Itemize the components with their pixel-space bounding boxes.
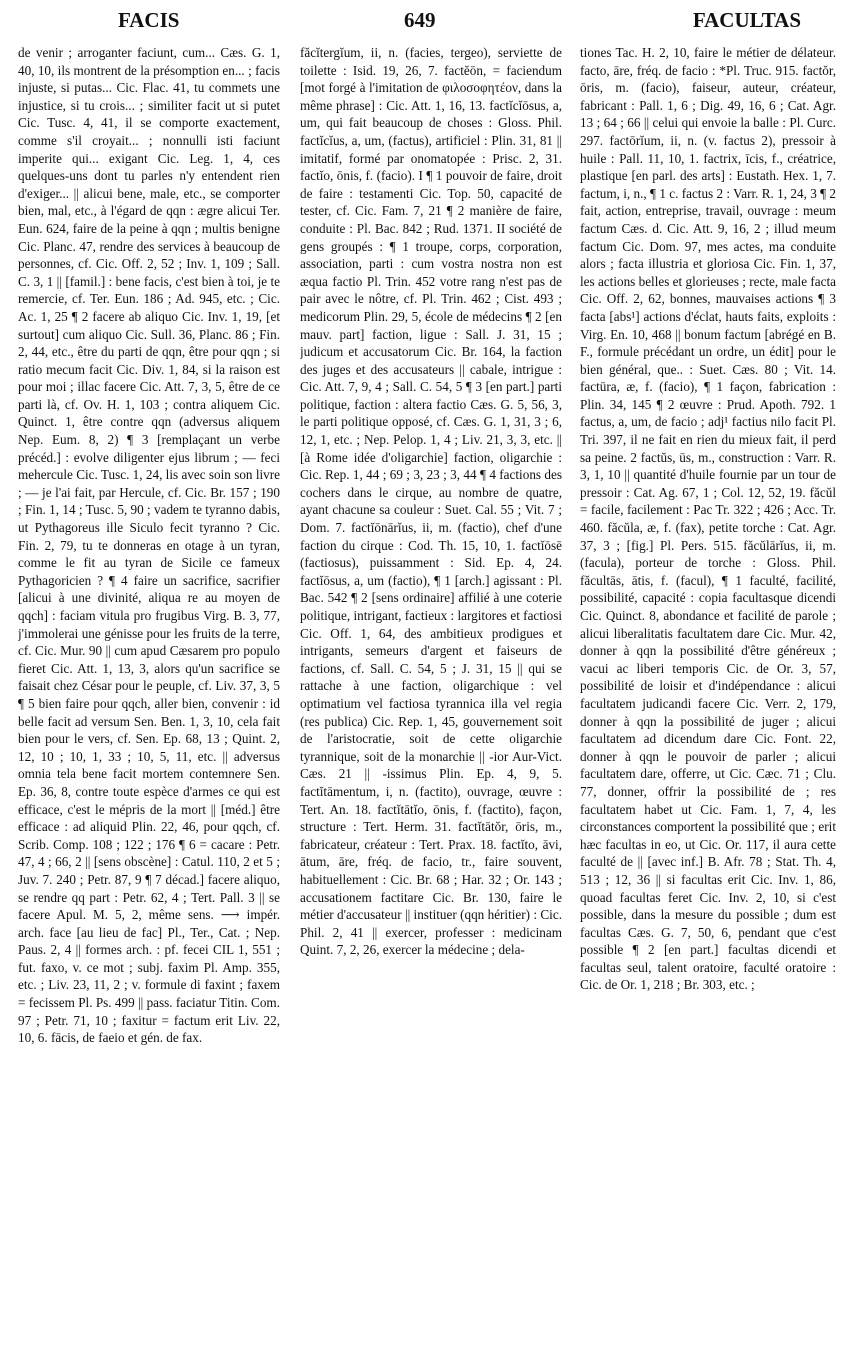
column-3 (580, 44, 836, 1354)
column-3-text: tiones Tac. H. 2, 10, faire le métier de délateur. facto, āre, fréq. de facio : *Pl. Truc. 915. factŏr, ōris, m. (facio), faiseur, auteur, créateur, fabricant : Pall. 1, 6 ; Dig. 49, 16, 6 ; Cat. Agr. 13 ; 64 ; 66 || celui qui envoie la balle : Pl. Curc. 297. factōrĭum, ii, n. (v. factus 2), pressoir à huile : Pall. 11, 10, 1. factrix, īcis, f., créatrice, plastique [en parl. des arts] : Eustath. Hex. 1, 7. factum, i, n., ¶ 1 c. factus 2 : Varr. R. 1, 24, 3 ¶ 2 fait, action, entreprise, travail, ouvrage : meum factum Cæs. d. Cic. Att. 9, 16, 2 ; illud meum factum Cic. Dom. 97, mes actes, ma conduite alors ; facta illustria et gloriosa Cic. Fin. 1, 37, les actions belles et glorieuses ; recte, male facta Cic. Off. 2, 62, bonnes, mauvaises actions ¶ 3 facta [abs¹] actions d'éclat, hauts faits, exploits : Virg. En. 10, 468 || bonum factum [abrégé en B. F., formule précédant un ordre, un édit] pour le bien général, que.. : Suet. Cæs. 80 ; Vit. 14. factūra, æ, f. (facio), ¶ 1 façon, fabrication : Plin. 34, 145 ¶ 2 œuvre : Prud. Apoth. 792. 1 factus, a, um, de facio ; adj¹ factius nilo facit Pl. Tri. 397, il ne fait en rien du mieux fait, il perd sa peine. 2 factŭs, ūs, m., construction : Varr. R. 3, 1, 10 || quantité d'huile fournie par un tour de pressoir : Cat. Ag. 67, 1 ; Col. 12, 52, 19. făcŭl = facile, facilement : Pac Tr. 322 ; 426 ; Acc. Tr. 460. făcŭla, æ, f. (fax), petite torche : Cat. Agr. 37, 3 ; [fig.] Pl. Pers. 515. făcŭlārĭus, ii, m. (facula), porteur de torche : Gloss. Phil. făcultās, ātis, f. (facul), ¶ 1 faculté, facilité, possibilité, capacité : copia facultasque dicendi Cic. Quinct. 8, abondance et facilité de parole ; alicui liberalitatis facultatem dare Cic. Mur. 42, donner à qqn la possibilité d'être généreux ; vacui ac liberi temporis Cic. de Or. 3, 57, possibilité de loisir et d'indépendance : alicui facultatem judicandi facere Cic. Verr. 2, 179, donner à qqn la possibilité de juger ; alicui facultatem ad dicendum dare Cic. Font. 22, donner à qqn le pouvoir de parler ; alicui facultatem dare, offerre, ut Cic. Cæc. 71 ; Clu. 77, donner, offrir la possibilité de ; res facultatem habet ut Cic. Fam. 1, 7, 4, les circonstances comportent la possibilité que ; erit hæc facultas in eo, ut Cic. Or. 117, il aura cette faculté de || [avec inf.] B. Afr. 78 ; Stat. Th. 4, 513 ; 12, 36 || si facultas erit Cic. Inv. 1, 86, quoad facultas feret Cic. Inv. 2, 10, si c'est possible, dans la mesure du possible ; dum est facultas Cæs. G. 7, 50, 6, pendant que c'est possible ¶ 2 [en part.] facultas dicendi et facultas seul, talent oratoire, faculté oratoire : Cic. de Or. 1, 218 ; Br. 303, etc. ; (580, 45, 836, 993)
header-left-word: FACIS (118, 8, 180, 32)
column-1 (18, 44, 280, 1354)
header-right-word: FACULTAS (692, 8, 801, 32)
column-2 (300, 44, 562, 1354)
dictionary-columns (14, 44, 836, 1354)
column-1-text: de venir ; arroganter faciunt, cum... Cæs. G. 1, 40, 10, ils montrent de la présomption en... ; facis injuste, si putas... Cic. Flac. 41, tu commets une injustice, si tu crois... ; similiter facit ut si putet Cic. Tusc. 4, 41, il se comporte exactement, comme s'il croyait... ; nonnulli isti faciunt imperite qui... exigant Cic. Leg. 1, 4, ces quelques-uns dont tu parles n'y entendent rien d'exiger... || alicui bene, male, etc., se comporter bien, mal, etc., à l'égard de qqn : ægre alicui Ter. Eun. 624, faire de la peine à qqn ; multis benigne Cic. Planc. 47, rendre des services à beaucoup de personnes, cf. Cic. Off. 2, 52 ; Inv. 1, 109 ; Sall. C. 3, 1 || [famil.] : bene facis, c'est bien à toi, je te remercie, cf. Ter. Eun. 186 ; Ad. 945, etc. ; Cic. Ac. 1, 25 ¶ 2 facere ab aliquo Cic. Inv. 1, 19, [et surtout] cum aliquo Cic. Sull. 36, Planc. 86 ; Fin. 2, 44, etc., être du parti de qqn, être pour qqn ; si ratio mecum facit Cic. Div. 1, 84, si la raison est pour moi ; illac facere Cic. Att. 7, 3, 5, être de ce parti là, cf. Ov. H. 1, 103 ; contra aliquem Cic. Quinct. 1, être contre qqn (adversus aliquem Nep. Eum. 8, 2) ¶ 3 [remplaçant un verbe précéd.] : evolve diligenter ejus librum ; — feci mehercule Cic. Tusc. 1, 24, lis avec soin son livre ; — je l'ai fait, par Hercule, cf. Cic. Br. 157 ; 190 ; Fin. 1, 14 ; Tusc. 5, 90 ; vadem te tyranno dabis, ut Pythagoreus ille Siculo fecit tyranno ? Cic. Fin. 2, 79, tu te donneras en otage à un tyran, comme le fit au tyran de Sicile ce fameux Pythagoricien ? ¶ 4 faire un sacrifice, sacrifier [alicui à une divinité, aliqua re au moyen de qqch] : faciam vitula pro frugibus Virg. B. 3, 77, j'immolerai une génisse pour les fruits de la terre, cf. Cic. Mur. 90 || cum apud Cæsarem pro populo fieret Cic. Att. 1, 13, 3, alors qu'un sacrifice se faisait chez César pour le peuple, cf. Liv. 37, 3, 5 ¶ 5 bien faire pour qqch, aller bien, convenir : id belle facit ad versum Sen. Ben. 1, 3, 10, cela fait bien pour le vers, cf. Sen. Ep. 68, 13 ; Quint. 2, 12, 10 ; 10, 1, 33 ; 10, 5, 11, etc. || adversus omnia tela bene facit mortem contemnere Sen. Ep. 36, 8, contre toute espèce d'armes ce qui est efficace, c'est le mépris de la mort || [méd.] être efficace : ad aliquid Plin. 22, 46, pour qqch, cf. Scrib. Comp. 108 ; 122 ; 176 ¶ 6 = cacare : Petr. 47, 4 ; 66, 2 || [sens obscène] : Catul. 110, 2 et 5 ; Juv. 7. 240 ; Petr. 87, 9 ¶ 7 décad.] facere aliquo, se rendre qq part : Petr. 62, 4 ; Tert. Pall. 3 || se facere Apul. M. 5, 2, même sens. ⟶ impér. arch. face [au lieu de fac] Pl., Ter., Cat. ; Nep. Paus. 2, 4 || formes arch. : pf. fecei CIL 1, 551 ; fut. faxo, v. ce mot ; subj. faxim Pl. Amp. 355, etc. ; Liv. 23, 11, 2 ; v. formule di faxint ; faxem = fecissem Pl. Ps. 499 || pass. faciatur Titin. Com. 97 ; Petr. 71, 10 ; faxitur = factum erit Liv. 22, 10, 6. fācis, de faeio et gén. de fax. (18, 45, 280, 1046)
column-2-text: făcĭtergĭum, ii, n. (facies, tergeo), serviette de toilette : Isid. 19, 26, 7. factĕōn, = faciendum [mot forgé à l'imitation de φιλοσοφητέον, dans la même phrase] : Cic. Att. 1, 16, 13. factĭcĭōsus, a, um, qui fait beaucoup de choses : Gloss. Phil. factĭcĭus, a, um, (factus), artificiel : Plin. 31, 81 || imitatif, formé par onomatopée : Prisc. 2, 31. factĭo, ōnis, f. (facio). I ¶ 1 pouvoir de faire, droit de faire : testamenti Cic. Top. 50, capacité de tester, cf. Cic. Fam. 7, 21 ¶ 2 manière de faire, conduite : Pl. Bac. 842 ; Rud. 1371. II société de gens groupés : ¶ 1 troupe, corps, corporation, association, parti : cum vostra nostra non est æqua factio Pl. Trin. 452 votre rang n'est pas de pair avec le nôtre, cf. Pl. Trin. 462 ; Cist. 493 ; medicorum Plin. 29, 5, école de médecins ¶ 2 [en mauv. part] faction, ligue : Sall. J. 31, 15 ; judicum et accusatorum Cic. Br. 164, la faction des juges et des accusateurs || cabale, intrigue : Cic. Att. 7, 9, 4 ; Sall. C. 54, 5 ¶ 3 [en part.] parti politique, faction : altera factio Cæs. G. 5, 56, 3, le parti politique opposé, cf. Cæs. G. 1, 31, 3 ; 6, 12, 1, etc. ; Nep. Pelop. 1, 4 ; Liv. 21, 3, 3, etc. || [à Rome idée d'oligarchie] faction, oligarchie : Cic. Rep. 1, 44 ; 69 ; 3, 23 ; 3, 44 ¶ 4 factions des cochers dans le cirque, au nombre de quatre, ayant chacune sa couleur : Suet. Cal. 55 ; Vit. 7 ; Dom. 7. factĭōnārĭus, ii, m. (factio), chef d'une faction du cirque : Cod. Th. 15, 10, 1. factĭōsē (factiosus), puissamment : Sid. Ep. 4, 24. factĭōsus, a, um (factio), ¶ 1 [arch.] agissant : Pl. Bac. 542 ¶ 2 [sens ordinaire] affilié à une coterie politique, intrigant, factieux : largitores et factiosi Cic. Off. 1, 64, des ambitieux prodigues et intrigants, semeurs d'argent et faiseurs de factions, cf. Sall. C. 54, 5 ; J. 31, 15 || qui se rattache à une faction, oligarchique : vel optimatium vel factiosa tyrannica illa vel regia (res publica) Cic. Rep. 1, 45, gouvernement soit de l'aristocratie, soit de cette oligarchie tyrannique, soit de la monarchie || -ior Aur-Vict. Cæs. 21 || -issimus Plin. Ep. 4, 9, 5. factĭtāmentum, i, n. (factito), ouvrage, œuvre : Tert. An. 18. factĭtātĭo, ōnis, f. (factito), façon, structure : Tert. Herm. 31. factĭtātŏr, ōris, m., fabricateur, créateur : Tert. Prax. 18. factĭto, āvi, ātum, āre, fréq. de facio, tr., faire souvent, habituellement : Cic. Br. 68 ; Har. 32 ; Or. 143 ; accusationem factitare Cic. Br. 130, faire le métier d'accusateur || instituer (qqn héritier) : Cic. Phil. 2, 41 || exercer, professer : medicinam Quint. 7, 2, 26, exercer la médecine ; dela- (300, 45, 562, 958)
page-number: 649 (404, 8, 436, 32)
running-header (0, 8, 841, 38)
